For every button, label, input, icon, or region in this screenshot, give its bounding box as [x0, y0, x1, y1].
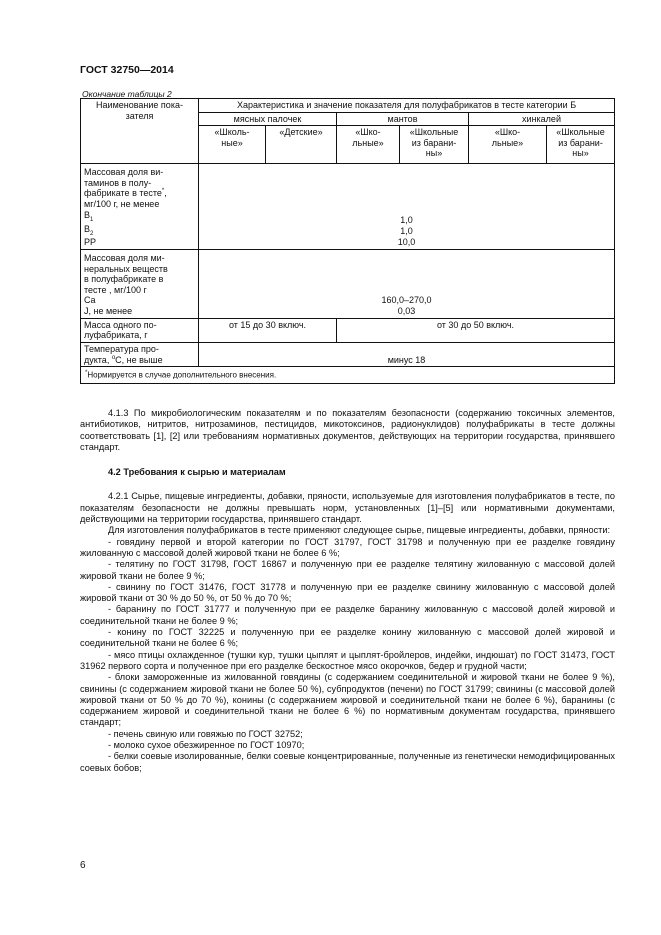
temp-label: Температура про- дукта, $^o$С, не выше: [81, 342, 199, 366]
list-item: - баранину по ГОСТ 31777 и полученную при ее разделке баранину жилованную с массовой долей жировой и соединительной ткани не более 9 %;: [80, 604, 615, 626]
vitamins-values: 1,0 1,0 10,0: [199, 164, 615, 250]
page-number: 6: [80, 860, 86, 871]
minerals-values: 160,0–270,0 0,03: [199, 250, 615, 319]
subgroup-sticks: мясных палочек: [199, 112, 337, 126]
subcol-header: «Шко- льные»: [469, 126, 547, 164]
subgroup-khinkali: хинкалей: [469, 112, 615, 126]
mass-label: Масса одного по- луфабриката, г: [81, 318, 199, 342]
list-item: - мясо птицы охлажденное (тушки кур, тушки цыплят и цыплят-бройлеров, индейки, индюшат) по ГОСТ 31473, ГОСТ 31962 первого сорта и полученное при его разделке бескостное мясо окорочков, бедер и грудной части;: [80, 649, 615, 671]
paragraph-4-1-3: 4.1.3 По микробиологическим показателям и по показателям безопасности (содержанию токсичных элементов, антибиотиков, нитритов, нитрозаминов, пестицидов, микотоксинов, радионуклидов) полуфабрикаты в тесте должны соответствовать [1], [2] или требованиям нормативных документов, действующих на территории государства, принявшего стандарт.: [80, 408, 615, 452]
temp-value: минус 18: [199, 342, 615, 366]
subcol-header: «Детские»: [266, 126, 337, 164]
list-item: - говядину первой и второй категории по ГОСТ 31797, ГОСТ 31798 и полученную при ее разделке говядину жилованную с массовой долей жировой ткани не более 6 %;: [80, 536, 615, 558]
minerals-label: Массовая доля ми- неральных веществ в полуфабрикате в тесте , мг/100 г Ca J, не менее: [81, 250, 199, 319]
minerals-row: [81, 250, 615, 319]
subcol-header: «Школьные из барани- ны»: [547, 126, 615, 164]
table-footnote: *Нормируется в случае дополнительного внесения.: [81, 367, 615, 384]
col-name-header: Наименование пока- зателя: [81, 99, 199, 164]
mass-row: [81, 318, 615, 342]
paragraph-4-2-1: 4.2.1 Сырье, пищевые ингредиенты, добавки, пряности, используемые для изготовления полуфабрикатов в тесте, по показателям безопасности не должны превышать норм, установленных [1]–[5] или нормативными документами, действующими на территории государства, принявшего стандарт.: [80, 491, 615, 525]
mass-value-sticks: от 15 до 30 включ.: [199, 318, 337, 342]
list-item: - свинину по ГОСТ 31476, ГОСТ 31778 и полученную при ее разделке свинину жилованную с массовой долей жировой ткани от 30 % до 50 %, от 50 % до 70 %;: [80, 581, 615, 604]
subcol-header: «Шко- льные»: [337, 126, 400, 164]
subgroup-manty: мантов: [337, 112, 469, 126]
list-item: - печень свиную или говяжью по ГОСТ 32752;: [108, 728, 303, 739]
list-item: - конину по ГОСТ 32225 и полученную при ее разделке конину жилованную с массовой долей жировой и соединительной ткани не более 6 %;: [80, 627, 615, 649]
list-item: - блоки замороженные из жилованной говядины (с содержанием соединительной и жировой ткани не более 9 %), свинины (с содержанием жировой ткани не более 50 %), субпродуктов (печени) по ГОСТ 31799; свинины (с массовой долей жировой ткани от 50 % до 70 %), конины (с содержанием жировой и соединительной ткани не более 6 %), баранины (с содержанием жировой и соединительной ткани не более 6 %) по нормативным документам государства, принявшего стандарт;: [80, 672, 615, 728]
subcol-header: «Школьные из барани- ны»: [400, 126, 469, 164]
subcol-header: «Школь- ные»: [199, 126, 266, 164]
paragraph-intro: Для изготовления полуфабрикатов в тесте применяют следующее сырье, пищевые ингредиенты, добавки, пряности:: [108, 525, 611, 536]
vitamins-label: Массовая доля ви- таминов в полу- фабрикате в тесте*, мг/100 г, не менее $B_1$ $B_2$ PP: [81, 164, 199, 250]
vitamins-row: [81, 164, 615, 250]
document-code: ГОСТ 32750—2014: [80, 64, 174, 76]
indicator-table: [80, 98, 615, 384]
list-item: - молоко сухое обезжиренное по ГОСТ 10970;: [108, 740, 305, 751]
body-text: [80, 408, 615, 774]
temp-row: [81, 342, 615, 366]
list-item: - белки соевые изолированные, белки соевые концентрированные, полученные из генетически немодифицированных соевых бобов;: [80, 751, 615, 773]
mass-value-other: от 30 до 50 включ.: [337, 318, 615, 342]
section-heading: 4.2 Требования к сырью и материалам: [108, 467, 286, 478]
group-header: Характеристика и значение показателя для полуфабрикатов в тесте категории Б: [199, 99, 615, 113]
table-caption: Окончание таблицы 2: [82, 89, 172, 99]
list-item: - телятину по ГОСТ 31798, ГОСТ 16867 и полученную при ее разделке телятину жилованную с массовой долей жировой ткани не более 9 %;: [80, 559, 615, 581]
